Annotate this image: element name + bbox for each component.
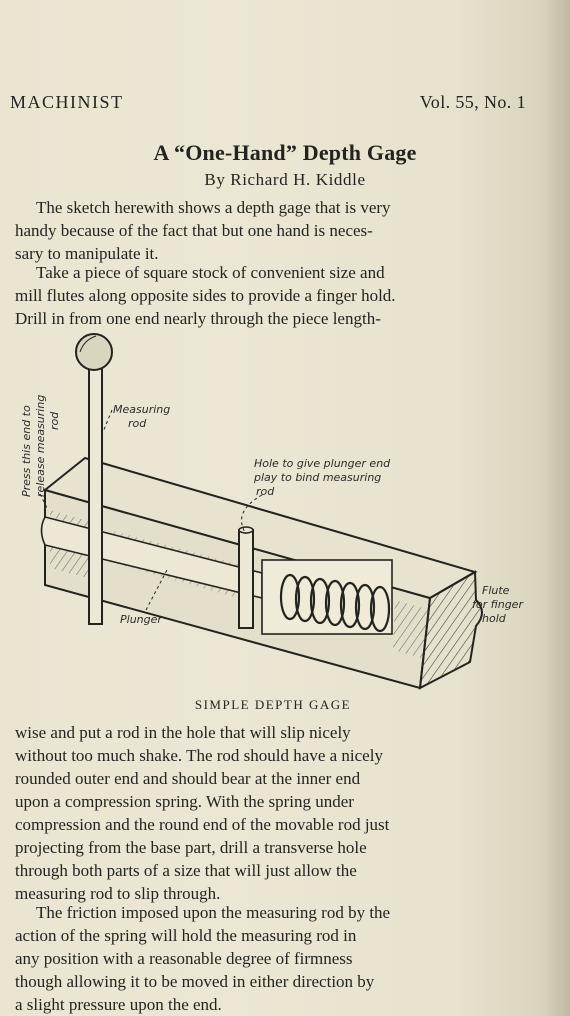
depth-gage-figure <box>0 330 570 690</box>
text-line: handy because of the fact that but one hand is neces- <box>15 221 373 240</box>
measuring-rod-knob <box>76 334 112 370</box>
leader-measuring <box>103 410 112 432</box>
text-line: measuring rod to slip through. <box>15 884 221 903</box>
text-line: Take a piece of square stock of convenient size and <box>36 263 385 282</box>
article-byline: By Richard H. Kiddle <box>204 170 366 189</box>
text-line: sary to manipulate it. <box>15 244 159 263</box>
publication-name: MACHINIST <box>10 92 124 112</box>
text-line: upon a compression spring. With the spring under <box>15 792 354 811</box>
text-line: projecting from the base part, drill a transverse hole <box>15 838 367 857</box>
text-line: through both parts of a size that will just allow the <box>15 861 357 880</box>
label-measuring-1: Measuring <box>113 403 171 416</box>
volume-number: Vol. 55, No. 1 <box>419 92 526 112</box>
label-press-3: rod <box>48 411 61 430</box>
text-line: though allowing it to be moved in either direction by <box>15 972 375 991</box>
measuring-rod <box>89 362 102 624</box>
text-line: a slight pressure upon the end. <box>15 995 222 1014</box>
text-line: mill flutes along opposite sides to provide a finger hold. <box>15 286 396 305</box>
label-hole-2: play to bind measuring <box>254 471 382 484</box>
label-press-2: release measuring <box>34 394 47 497</box>
article-title: A “One-Hand” Depth Gage <box>153 140 417 165</box>
text-line: The friction imposed upon the measuring rod by the <box>36 903 391 922</box>
label-hole-3: rod <box>256 485 275 498</box>
section-hatch-right <box>393 600 430 660</box>
text-line: The sketch herewith shows a depth gage that is very <box>36 198 391 217</box>
label-plunger: Plunger <box>120 613 162 626</box>
text-line: without too much shake. The rod should have a nicely <box>15 746 383 765</box>
running-header <box>10 92 526 120</box>
figure-caption: SIMPLE DEPTH GAGE <box>194 697 352 712</box>
label-flute-1: Flute <box>482 584 510 597</box>
paragraph-2 <box>15 261 535 330</box>
paragraph-1 <box>15 196 535 265</box>
label-flute-2: for finger <box>472 598 523 611</box>
text-line: rounded outer end and should bear at the inner end <box>15 769 361 788</box>
label-measuring-2: rod <box>128 417 147 430</box>
label-flute-3: hold <box>482 612 506 625</box>
plunger-pin <box>239 530 253 628</box>
plunger-pin-top <box>239 527 253 533</box>
text-line: compression and the round end of the movable rod just <box>15 815 390 834</box>
paragraph-4 <box>15 901 535 1016</box>
label-press-1: Press this end to <box>20 405 33 497</box>
paragraph-3 <box>15 721 535 905</box>
text-line: wise and put a rod in the hole that will slip nicely <box>15 723 351 742</box>
text-line: Drill in from one end nearly through the piece length- <box>15 309 381 328</box>
depth-gage-illustration <box>0 330 570 690</box>
text-line: action of the spring will hold the measuring rod in <box>15 926 357 945</box>
text-line: any position with a reasonable degree of firmness <box>15 949 353 968</box>
label-hole-1: Hole to give plunger end <box>254 457 391 470</box>
